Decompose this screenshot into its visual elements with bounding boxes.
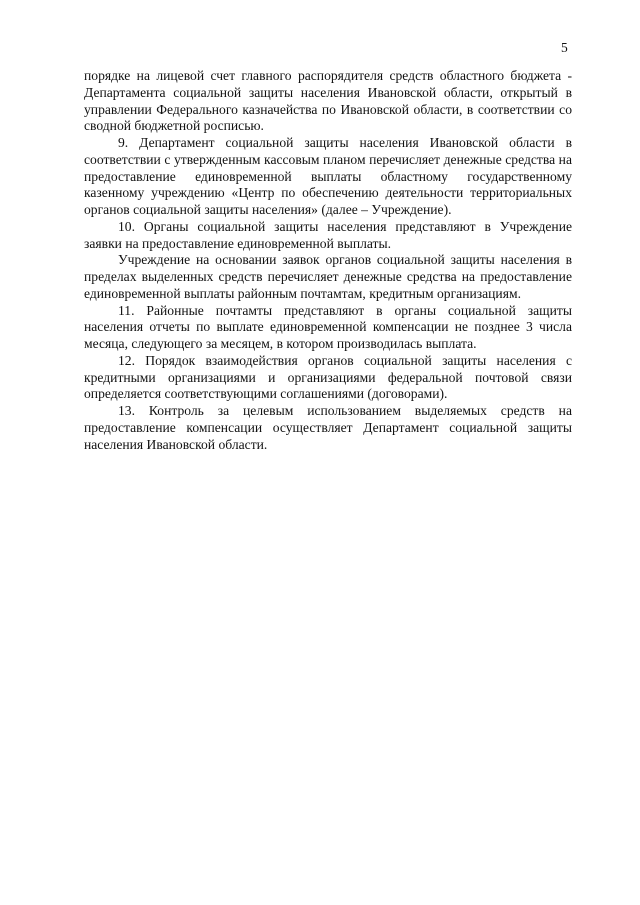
page-number: 5 <box>561 40 568 55</box>
paragraph-item-10: 10. Органы социальной защиты населения представляют в Учреждение заявки на предоставление единовременной выплаты. <box>84 218 572 251</box>
paragraph-item-12: 12. Порядок взаимодействия органов социальной защиты населения с кредитными организациями и организациями федеральной почтовой связи определяется соответствующими соглашениями (договорами). <box>84 352 572 402</box>
paragraph-item-11: 11. Районные почтамты представляют в органы социальной защиты населения отчеты по выплате единовременной компенсации не позднее 3 числа месяца, следующего за месяцем, в котором производилась выплата. <box>84 302 572 351</box>
document-body <box>84 68 572 453</box>
paragraph-item-9: 9. Департамент социальной защиты населения Ивановской области в соответствии с утвержденным кассовым планом перечисляет денежные средства на предоставление единовременной выплаты областному государственному казенному учреждению «Центр по обеспечению деятельности территориальных органов социальной защиты населения» (далее – Учреждение). <box>84 135 572 217</box>
paragraph-continuation: порядке на лицевой счет главного распорядителя средств областного бюджета - Департамента социальной защиты населения Ивановской области, открытый в управлении Федерального казначейства по Ивановской области, в соответствии со сводной бюджетной росписью. <box>84 68 572 134</box>
paragraph-institution-transfer: Учреждение на основании заявок органов социальной защиты населения в пределах выделенных средств перечисляет денежные средства на предоставление единовременной выплаты районным почтамтам, кредитным организациям. <box>84 252 572 301</box>
paragraph-item-13: 13. Контроль за целевым использованием выделяемых средств на предоставление компенсации осуществляет Департамент социальной защиты населения Ивановской области. <box>84 403 572 452</box>
